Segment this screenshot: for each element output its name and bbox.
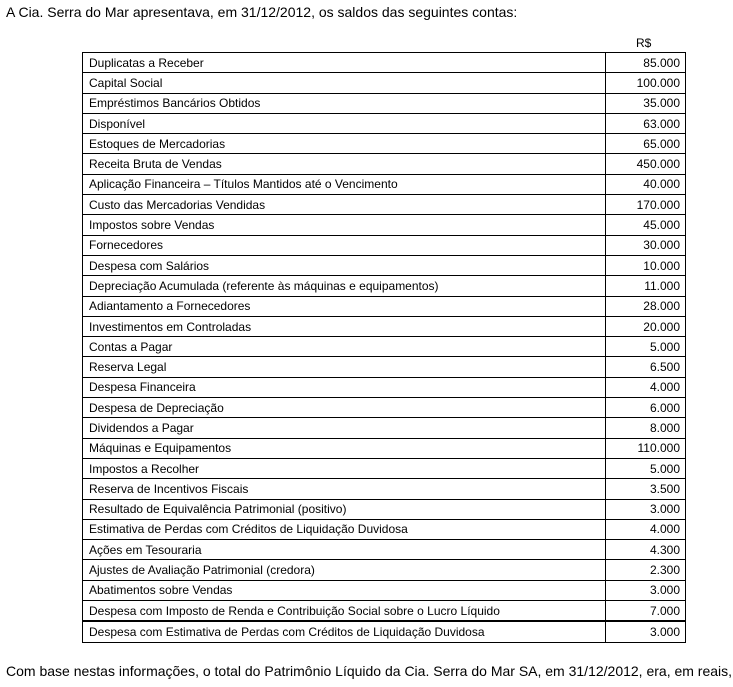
account-name: Estimativa de Perdas com Créditos de Liquidação Duvidosa (83, 519, 606, 539)
account-value: 28.000 (606, 296, 686, 316)
account-name: Capital Social (83, 73, 606, 93)
table-row (83, 398, 686, 418)
table-row (83, 438, 686, 458)
account-value: 6.000 (606, 398, 686, 418)
account-name: Impostos sobre Vendas (83, 215, 606, 235)
account-name: Dividendos a Pagar (83, 418, 606, 438)
table-row (83, 357, 686, 377)
table-row (83, 235, 686, 255)
table-row (83, 458, 686, 478)
account-value: 4.300 (606, 540, 686, 560)
account-name: Receita Bruta de Vendas (83, 154, 606, 174)
account-name: Despesa com Salários (83, 255, 606, 275)
account-value: 6.500 (606, 357, 686, 377)
account-name: Contas a Pagar (83, 337, 606, 357)
account-name: Despesa com Estimativa de Perdas com Créditos de Liquidação Duvidosa (83, 621, 606, 642)
table-row (83, 134, 686, 154)
table-row (83, 418, 686, 438)
account-value: 4.000 (606, 377, 686, 397)
account-value: 7.000 (606, 601, 686, 622)
account-name: Reserva Legal (83, 357, 606, 377)
account-name: Abatimentos sobre Vendas (83, 580, 606, 600)
table-row (83, 540, 686, 560)
account-value: 65.000 (606, 134, 686, 154)
account-name: Investimentos em Controladas (83, 316, 606, 336)
table-row (83, 499, 686, 519)
table-row (83, 215, 686, 235)
table-row (83, 276, 686, 296)
table-row (83, 73, 686, 93)
table-row (83, 174, 686, 194)
table-row (83, 479, 686, 499)
account-name: Máquinas e Equipamentos (83, 438, 606, 458)
account-name: Custo das Mercadorias Vendidas (83, 195, 606, 215)
table-row (83, 519, 686, 539)
account-value: 110.000 (606, 438, 686, 458)
table-row (83, 53, 686, 73)
account-value: 20.000 (606, 316, 686, 336)
account-name: Reserva de Incentivos Fiscais (83, 479, 606, 499)
account-value: 10.000 (606, 255, 686, 275)
table-row (83, 337, 686, 357)
table-row (83, 296, 686, 316)
table-row (83, 195, 686, 215)
account-name: Estoques de Mercadorias (83, 134, 606, 154)
account-name: Ações em Tesouraria (83, 540, 606, 560)
account-name: Adiantamento a Fornecedores (83, 296, 606, 316)
account-name: Despesa com Imposto de Renda e Contribuição Social sobre o Lucro Líquido (83, 601, 606, 622)
account-name: Empréstimos Bancários Obtidos (83, 93, 606, 113)
table-row (83, 154, 686, 174)
table-row (83, 255, 686, 275)
account-name: Duplicatas a Receber (83, 53, 606, 73)
currency-header: R$ (636, 36, 652, 50)
account-value: 63.000 (606, 113, 686, 133)
table-row (83, 601, 686, 622)
question-text: Com base nestas informações, o total do Patrimônio Líquido da Cia. Serra do Mar SA, em 31/12/2012, era, em reais, (6, 663, 733, 679)
account-value: 450.000 (606, 154, 686, 174)
account-value: 100.000 (606, 73, 686, 93)
account-name: Disponível (83, 113, 606, 133)
accounts-table-body (83, 53, 686, 643)
account-value: 170.000 (606, 195, 686, 215)
account-value: 3.000 (606, 580, 686, 600)
account-name: Fornecedores (83, 235, 606, 255)
account-name: Depreciação Acumulada (referente às máquinas e equipamentos) (83, 276, 606, 296)
account-value: 4.000 (606, 519, 686, 539)
account-name: Despesa Financeira (83, 377, 606, 397)
account-value: 45.000 (606, 215, 686, 235)
account-value: 8.000 (606, 418, 686, 438)
table-row (83, 560, 686, 580)
account-value: 85.000 (606, 53, 686, 73)
account-value: 40.000 (606, 174, 686, 194)
table-row (83, 377, 686, 397)
account-name: Ajustes de Avaliação Patrimonial (credora) (83, 560, 606, 580)
table-row (83, 113, 686, 133)
account-value: 35.000 (606, 93, 686, 113)
table-row (83, 580, 686, 600)
account-name: Impostos a Recolher (83, 458, 606, 478)
intro-text: A Cia. Serra do Mar apresentava, em 31/12/2012, os saldos das seguintes contas: (6, 4, 518, 20)
table-row (83, 621, 686, 642)
account-name: Aplicação Financeira – Títulos Mantidos até o Vencimento (83, 174, 606, 194)
account-value: 2.300 (606, 560, 686, 580)
account-value: 3.500 (606, 479, 686, 499)
table-row (83, 316, 686, 336)
account-value: 30.000 (606, 235, 686, 255)
table-row (83, 93, 686, 113)
account-value: 3.000 (606, 621, 686, 642)
account-name: Despesa de Depreciação (83, 398, 606, 418)
account-value: 5.000 (606, 458, 686, 478)
account-value: 3.000 (606, 499, 686, 519)
account-value: 11.000 (606, 276, 686, 296)
account-name: Resultado de Equivalência Patrimonial (positivo) (83, 499, 606, 519)
accounts-table (82, 52, 686, 643)
account-value: 5.000 (606, 337, 686, 357)
